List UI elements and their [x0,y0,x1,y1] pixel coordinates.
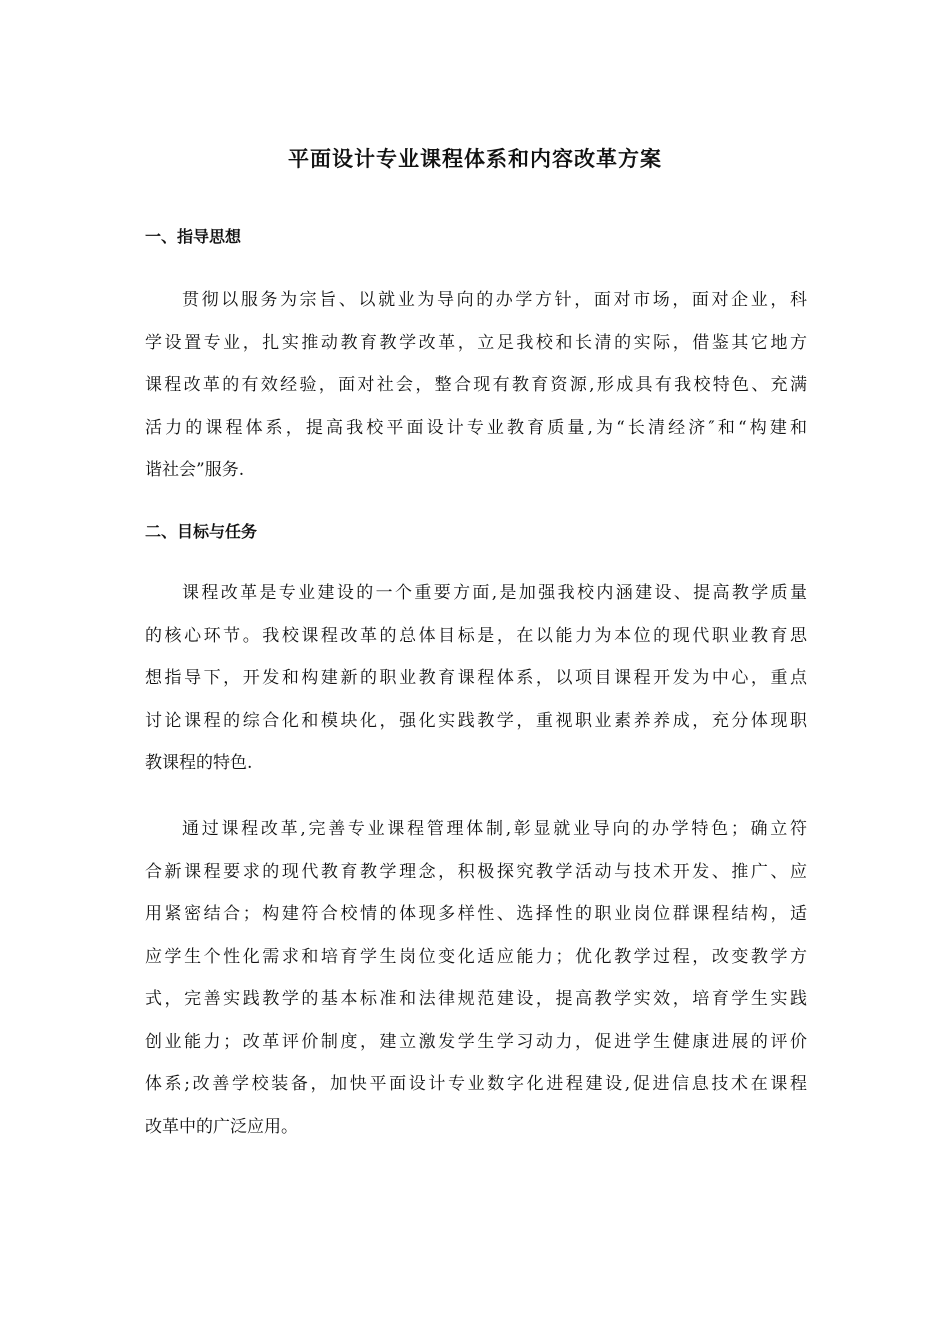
paragraph-line: 想指导下，开发和构建新的职业教育课程体系，以项目课程开发为中心，重点 [145,668,807,688]
paragraph-line: 课程改革是专业建设的一个重要方面,是加强我校内涵建设、提高教学质量 [182,583,807,603]
section-heading-goals-tasks: 二、目标与任务 [145,522,258,541]
section-heading-guiding-ideology: 一、指导思想 [145,227,242,246]
paragraph-goals-2 [145,808,807,1148]
paragraph-line: 改革中的广泛应用。 [145,1116,298,1137]
paragraph-line: 合新课程要求的现代教育教学理念，积极探究教学活动与技术开发、推广、应 [145,861,807,882]
paragraph-line: 式，完善实践教学的基本标准和法律规范建设，提高教学实效，培育学生实践 [145,989,807,1009]
paragraph-line: 讨论课程的综合化和模块化，强化实践教学，重视职业素养养成，充分体现职 [145,710,807,731]
document-title: 平面设计专业课程体系和内容改革方案 [288,147,662,171]
paragraph-line: 体系;改善学校装备，加快平面设计专业数字化进程建设,促进信息技术在课程 [145,1074,807,1094]
paragraph-line: 用紧密结合；构建符合校情的体现多样性、选择性的职业岗位群课程结构，适 [145,904,807,924]
paragraph-guiding-ideology [145,279,807,492]
paragraph-line: 课程改革的有效经验，面对社会，整合现有教育资源,形成具有我校特色、充满 [145,375,807,395]
paragraph-line: 应学生个性化需求和培育学生岗位变化适应能力；优化教学过程，改变教学方 [145,946,807,967]
paragraph-goals-1 [145,572,807,785]
paragraph-line: 活力的课程体系，提高我校平面设计专业教育质量,为“长清经济″和“构建和 [145,417,807,438]
paragraph-line: 谐社会”服务. [145,460,245,480]
paragraph-line: 通过课程改革,完善专业课程管理体制,彰显就业导向的办学特色；确立符 [182,819,807,839]
paragraph-line: 学设置专业，扎实推动教育教学改革，立足我校和长清的实际，借鉴其它地方 [145,332,807,353]
paragraph-line: 的核心环节。我校课程改革的总体目标是，在以能力为本位的现代职业教育思 [145,625,807,646]
paragraph-line: 教课程的特色. [145,753,253,773]
paragraph-line: 贯彻以服务为宗旨、以就业为导向的办学方针，面对市场，面对企业，科 [182,290,807,310]
paragraph-line: 创业能力；改革评价制度，建立激发学生学习动力，促进学生健康进展的评价 [145,1031,807,1052]
